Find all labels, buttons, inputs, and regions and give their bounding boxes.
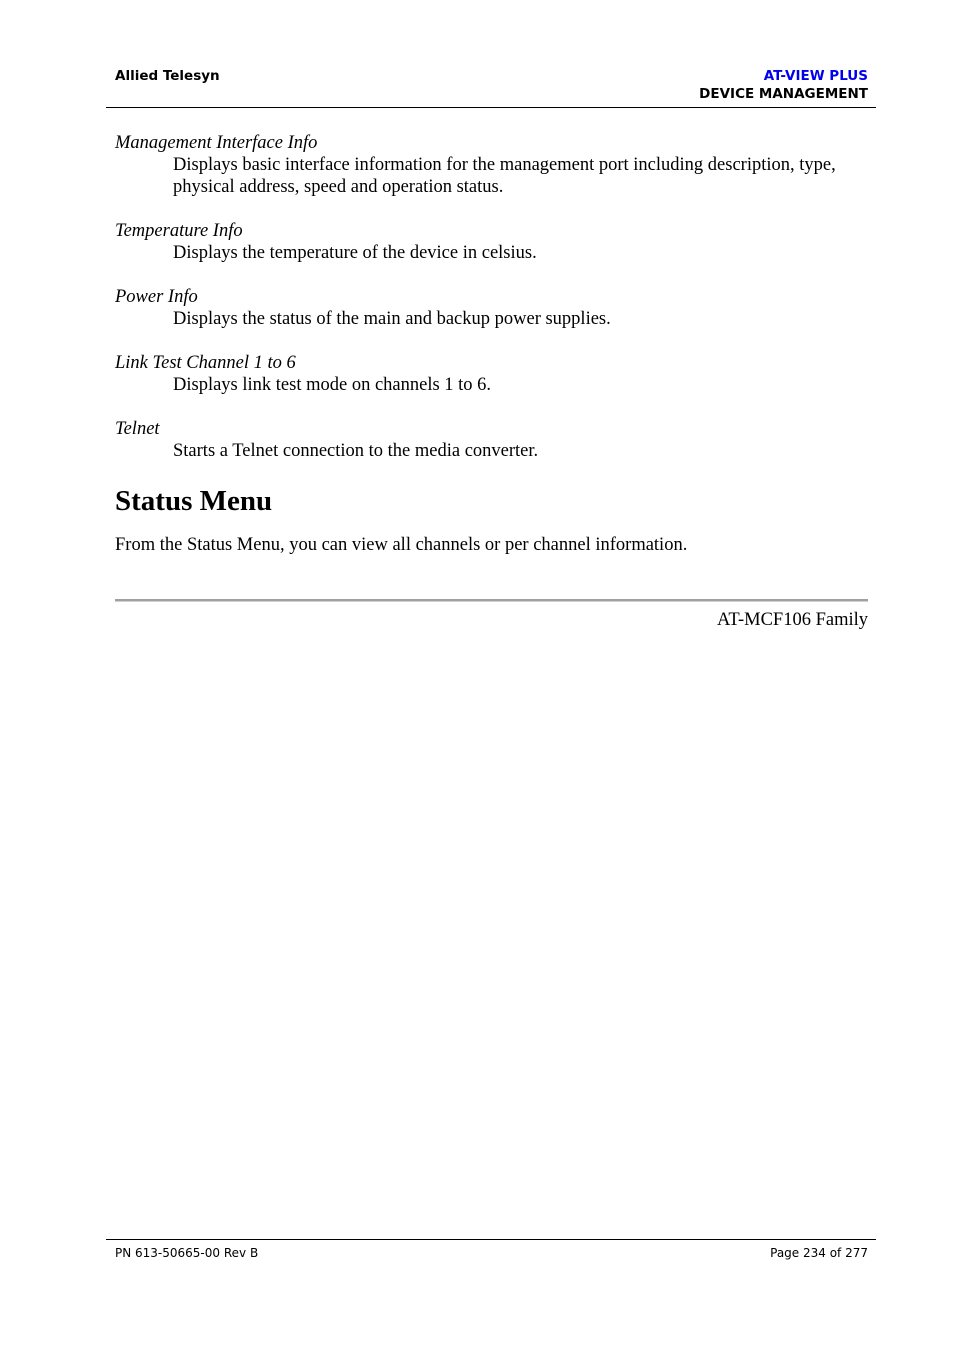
- definition-term: Power Info: [115, 287, 198, 307]
- definition-entry: [115, 220, 870, 264]
- section-paragraph: From the Status Menu, you can view all channels or per channel information.: [115, 535, 688, 555]
- definition-text: Displays the temperature of the device in celsius.: [173, 243, 537, 263]
- definition-text: Displays basic interface information for the management port including description, type,: [173, 155, 836, 175]
- definition-entry: [115, 286, 870, 330]
- product-family: AT-MCF106 Family: [717, 610, 868, 630]
- definition-term: Temperature Info: [115, 221, 243, 241]
- definition-entry: [115, 132, 870, 198]
- section-name: DEVICE MANAGEMENT: [699, 86, 868, 102]
- definition-entry: [115, 418, 870, 462]
- definition-text: Displays link test mode on channels 1 to 6.: [173, 375, 492, 395]
- definition-term: Link Test Channel 1 to 6: [115, 353, 296, 373]
- definition-text: Displays the status of the main and backup power supplies.: [173, 309, 611, 329]
- section-heading: Status Menu: [115, 485, 273, 517]
- page-header: [106, 60, 876, 108]
- definition-term: Management Interface Info: [115, 133, 318, 153]
- page-number: Page 234 of 277: [770, 1246, 868, 1260]
- definition-term: Telnet: [115, 419, 160, 439]
- definition-text: physical address, speed and operation status.: [173, 177, 504, 197]
- page-footer: [106, 1239, 876, 1270]
- part-number: PN 613-50665-00 Rev B: [115, 1246, 259, 1260]
- definition-entry: [115, 352, 870, 396]
- product-name: AT-VIEW PLUS: [763, 68, 868, 84]
- horizontal-rule: [115, 599, 868, 602]
- main-content: [115, 132, 870, 556]
- definition-text: Starts a Telnet connection to the media converter.: [173, 441, 539, 461]
- company-name: Allied Telesyn: [115, 68, 220, 84]
